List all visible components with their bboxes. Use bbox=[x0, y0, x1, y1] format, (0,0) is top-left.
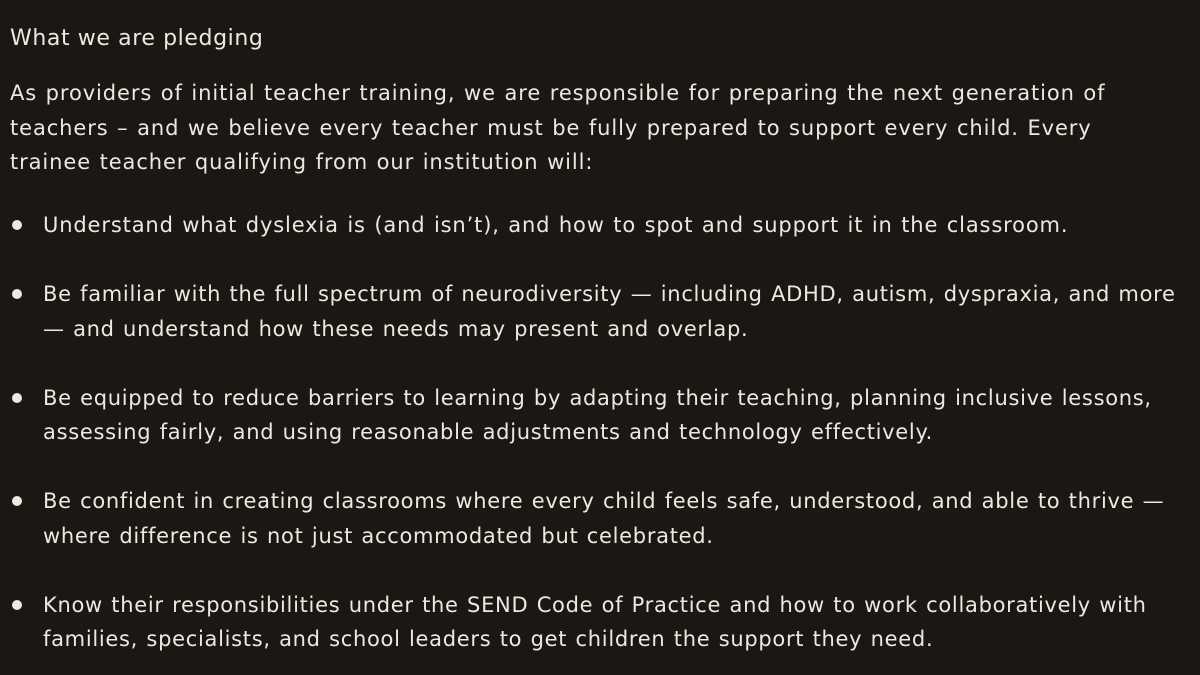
pledge-item bbox=[0, 208, 1183, 243]
bullet-dot-icon bbox=[12, 496, 22, 506]
intro-paragraph: As providers of initial teacher training, we are responsible for preparing the next generation of teachers – and we believe every teacher must be fully prepared to support every child. Every trainee teacher qualifying from our institution will: bbox=[10, 81, 1106, 174]
pledge-text: Be confident in creating classrooms where every child feels safe, understood, and able to thrive — where difference is not just accommodated but celebrated. bbox=[43, 489, 1165, 548]
pledge-list bbox=[0, 208, 1200, 675]
bullet-dot-icon bbox=[12, 393, 22, 403]
pledge-text: Be familiar with the full spectrum of neurodiversity — including ADHD, autism, dyspraxia, and more — and understand how these needs may present and overlap. bbox=[43, 282, 1176, 341]
pledge-item bbox=[0, 484, 1183, 553]
pledge-text: Know their responsibilities under the SEND Code of Practice and how to work collaboratively with families, specialists, and school leaders to get children the support they need. bbox=[43, 592, 1147, 651]
pledge-item bbox=[0, 381, 1183, 450]
bullet-dot-icon bbox=[12, 289, 22, 299]
pledge-text: Understand what dyslexia is (and isn’t), and how to spot and support it in the classroom. bbox=[43, 213, 1069, 237]
pledge-item bbox=[0, 588, 1183, 657]
section-title: What we are pledging bbox=[10, 26, 264, 51]
bullet-dot-icon bbox=[12, 220, 22, 230]
pledge-text: Be equipped to reduce barriers to learning by adapting their teaching, planning inclusive lessons, assessing fairly, and using reasonable adjustments and technology effectively. bbox=[43, 385, 1152, 444]
pledge-item bbox=[0, 277, 1183, 346]
bullet-dot-icon bbox=[12, 600, 22, 610]
